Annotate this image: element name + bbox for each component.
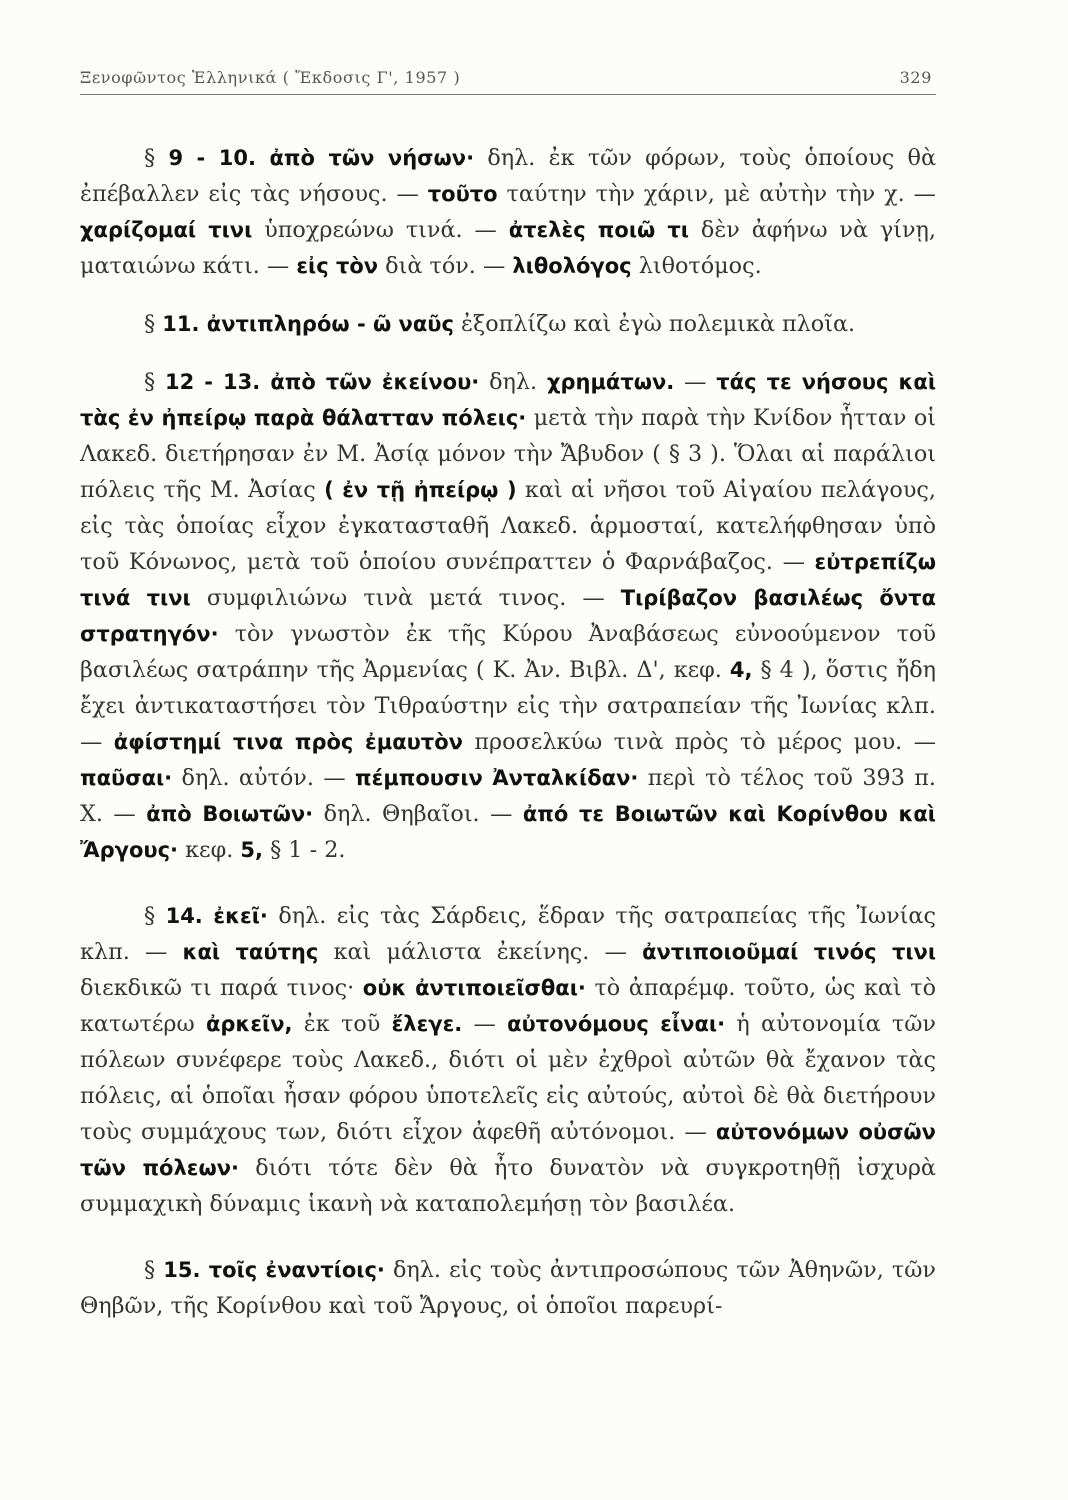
commentary-text: §	[144, 311, 163, 337]
commentary-text: δηλ. Θηβαῖοι. —	[313, 801, 523, 827]
commentary-text: §	[144, 145, 169, 171]
lemma-headword: χρημάτων.	[546, 370, 675, 394]
lemma-headword: 14. ἐκεῖ·	[165, 904, 268, 928]
commentary-text: διεκδικῶ τι παρά τινος·	[80, 975, 363, 1001]
lemma-headword: ἀπὸ Βοιωτῶν·	[146, 802, 314, 826]
lemma-headword: αὐτονόμους εἶναι·	[507, 1012, 726, 1036]
commentary-text: λιθοτόμος.	[631, 253, 762, 279]
paragraph-section-15	[80, 1252, 936, 1324]
lemma-headword: λιθολόγος	[512, 254, 632, 278]
commentary-text: δὲν ἀφήνω νὰ γίνῃ, ματαιώνω κάτι. —	[80, 217, 936, 279]
lemma-headword: 15. τοῖς ἐναντίοις·	[163, 1258, 385, 1282]
lemma-headword: εἰς τὸν	[296, 254, 379, 278]
commentary-text: § 4 ), ὅστις ἤδη ἔχει ἀντικαταστήσει τὸν Τιθραύστην εἰς τὴν σατραπείαν τῆς Ἰωνίας κλπ. —	[80, 657, 936, 755]
commentary-text: —	[462, 1011, 508, 1037]
commentary-text: τὸ ἀπαρέμφ. τοῦτο, ὡς καὶ τὸ κατωτέρω	[80, 975, 937, 1037]
commentary-text: καὶ μάλιστα ἐκείνης. —	[318, 939, 643, 965]
lemma-headword: καὶ ταύτης	[182, 940, 319, 964]
lemma-headword: χαρίζομαί τινι	[80, 218, 253, 242]
commentary-text: διὰ τόν. —	[378, 253, 513, 279]
commentary-text: δηλ.	[479, 369, 547, 395]
lemma-headword: 9 - 10. ἀπὸ τῶν νήσων·	[168, 146, 475, 170]
lemma-headword: ( ἐν τῇ ἠπείρῳ )	[324, 478, 517, 502]
lemma-headword: Τιρίβαζον βασιλέως ὄντα στρατηγόν·	[80, 586, 936, 646]
paragraph-section-14	[80, 898, 936, 1222]
lemma-headword: αὐτονόμων οὐσῶν τῶν πόλεων·	[80, 1120, 936, 1180]
commentary-text: §	[144, 369, 165, 395]
lemma-headword: 5,	[240, 838, 263, 862]
lemma-headword: 4,	[729, 658, 753, 682]
lemma-headword: ἔλεγε.	[391, 1012, 463, 1036]
commentary-text: ἐκ τοῦ	[292, 1011, 392, 1037]
page-number: 329	[899, 68, 932, 87]
commentary-text: τὸν γνωστὸν ἐκ τῆς Κύρου Ἀναβάσεως εὐνοούμενον τοῦ βασιλέως σατράπην τῆς Ἀρμενίας ( Κ. Ἀν. Βιβλ. Δ', κεφ.	[80, 621, 936, 683]
lemma-headword: τάς τε νήσους καὶ τὰς ἐν ἠπείρῳ παρὰ θάλατταν πόλεις·	[80, 370, 937, 430]
commentary-text: § 1 - 2.	[262, 837, 346, 863]
commentary-text: συμφιλιώνω τινὰ μετά τινος. —	[190, 585, 621, 611]
commentary-text: §	[144, 903, 166, 929]
lemma-headword: ἀπό τε Βοιωτῶν καὶ Κορίνθου καὶ Ἄργους·	[80, 802, 936, 862]
lemma-headword: εὐτρεπίζω τινά τινι	[80, 550, 936, 610]
lemma-headword: ἀτελὲς ποιῶ τι	[508, 218, 689, 242]
lemma-headword: οὐκ ἀντιποιεῖσθαι·	[362, 976, 586, 1000]
commentary-text: ταύτην τὴν χάριν, μὲ αὐτὴν τὴν χ. —	[497, 181, 936, 207]
commentary-text: μετὰ τὴν παρὰ τὴν Κνίδον ἧτταν οἱ Λακεδ. διετήρησαν ἐν Μ. Ἀσίᾳ μόνον τὴν Ἄβυδον ( § 3 ). Ὅλαι αἱ παράλιοι πόλεις τῆς Μ. Ἀσίας	[80, 405, 936, 503]
commentary-text: καὶ αἱ νῆσοι τοῦ Αἰγαίου πελάγους, εἰς τὰς ὁποίας εἶχον ἐγκατασταθῆ Λακεδ. ἁρμοσταί, κατελήφθησαν ὑπὸ τοῦ Κόνωνος, μετὰ τοῦ ὁποίου συνέπραττεν ὁ Φαρνάβαζος. —	[80, 477, 936, 575]
commentary-text: δηλ. εἰς τὰς Σάρδεις, ἕδραν τῆς σατραπείας τῆς Ἰωνίας κλπ. —	[80, 903, 936, 965]
lemma-headword: 11. ἀντιπληρόω - ῶ ναῦς	[162, 312, 454, 336]
lemma-headword: πέμπουσιν Ἀνταλκίδαν·	[355, 766, 639, 790]
lemma-headword: ἀρκεῖν,	[205, 1012, 293, 1036]
paragraph-section-11	[80, 306, 936, 342]
commentary-text: διότι τότε δὲν θὰ ἦτο δυνατὸν νὰ συγκροτηθῇ ἰσχυρὰ συμμαχικὴ δύναμις ἱκανὴ νὰ καταπολεμήσῃ τὸν βασιλέα.	[80, 1155, 936, 1217]
lemma-headword: τοῦτο	[427, 182, 498, 206]
commentary-text: κεφ.	[178, 837, 241, 863]
commentary-text: περὶ τὸ τέλος τοῦ 393 π. Χ. —	[80, 765, 936, 827]
lemma-headword: παῦσαι·	[80, 766, 173, 790]
lemma-headword: 12 - 13. ἀπὸ τῶν ἐκείνου·	[165, 370, 480, 394]
lemma-headword: ἀφίστημί τινα πρὸς ἐμαυτὸν	[113, 730, 463, 754]
paragraph-section-12-13	[80, 364, 936, 868]
commentary-text: —	[674, 369, 717, 395]
commentary-text: §	[144, 1257, 164, 1283]
commentary-body	[80, 140, 936, 1324]
running-header	[80, 66, 936, 95]
lemma-headword: ἀντιποιοῦμαί τινός τινι	[642, 940, 937, 964]
commentary-text: δηλ. αὐτόν. —	[172, 765, 356, 791]
commentary-text: δηλ. ἐκ τῶν φόρων, τοὺς ὁποίους θὰ ἐπέβαλλεν εἰς τὰς νήσους. —	[80, 145, 936, 207]
commentary-text: ὑποχρεώνω τινά. —	[252, 217, 509, 243]
commentary-text: δηλ. εἰς τοὺς ἀντιπροσώπους τῶν Ἀθηνῶν, τῶν Θηβῶν, τῆς Κορίνθου καὶ τοῦ Ἄργους, οἱ ὁποῖοι παρευρί-	[80, 1257, 936, 1319]
paragraph-section-9-10	[80, 140, 936, 284]
commentary-text: προσελκύω τινὰ πρὸς τὸ μέρος μου. —	[462, 729, 936, 755]
commentary-text: ἡ αὐτονομία τῶν πόλεων συνέφερε τοὺς Λακεδ., διότι οἱ μὲν ἐχθροὶ αὐτῶν θὰ ἔχανον τὰς πόλεις, αἱ ὁποῖαι ἦσαν φόρου ὑποτελεῖς εἰς αὐτούς, αὐτοὶ δὲ θὰ διετήρουν τοὺς συμμάχους των, διότι εἶχον ἀφεθῆ αὐτόνομοι. —	[80, 1011, 936, 1145]
running-title: Ξενοφῶντος Ἑλληνικά ( Ἔκδοσις Γ', 1957 )	[80, 68, 461, 87]
commentary-text: ἐξοπλίζω καὶ ἐγὼ πολεμικὰ πλοῖα.	[453, 311, 856, 337]
